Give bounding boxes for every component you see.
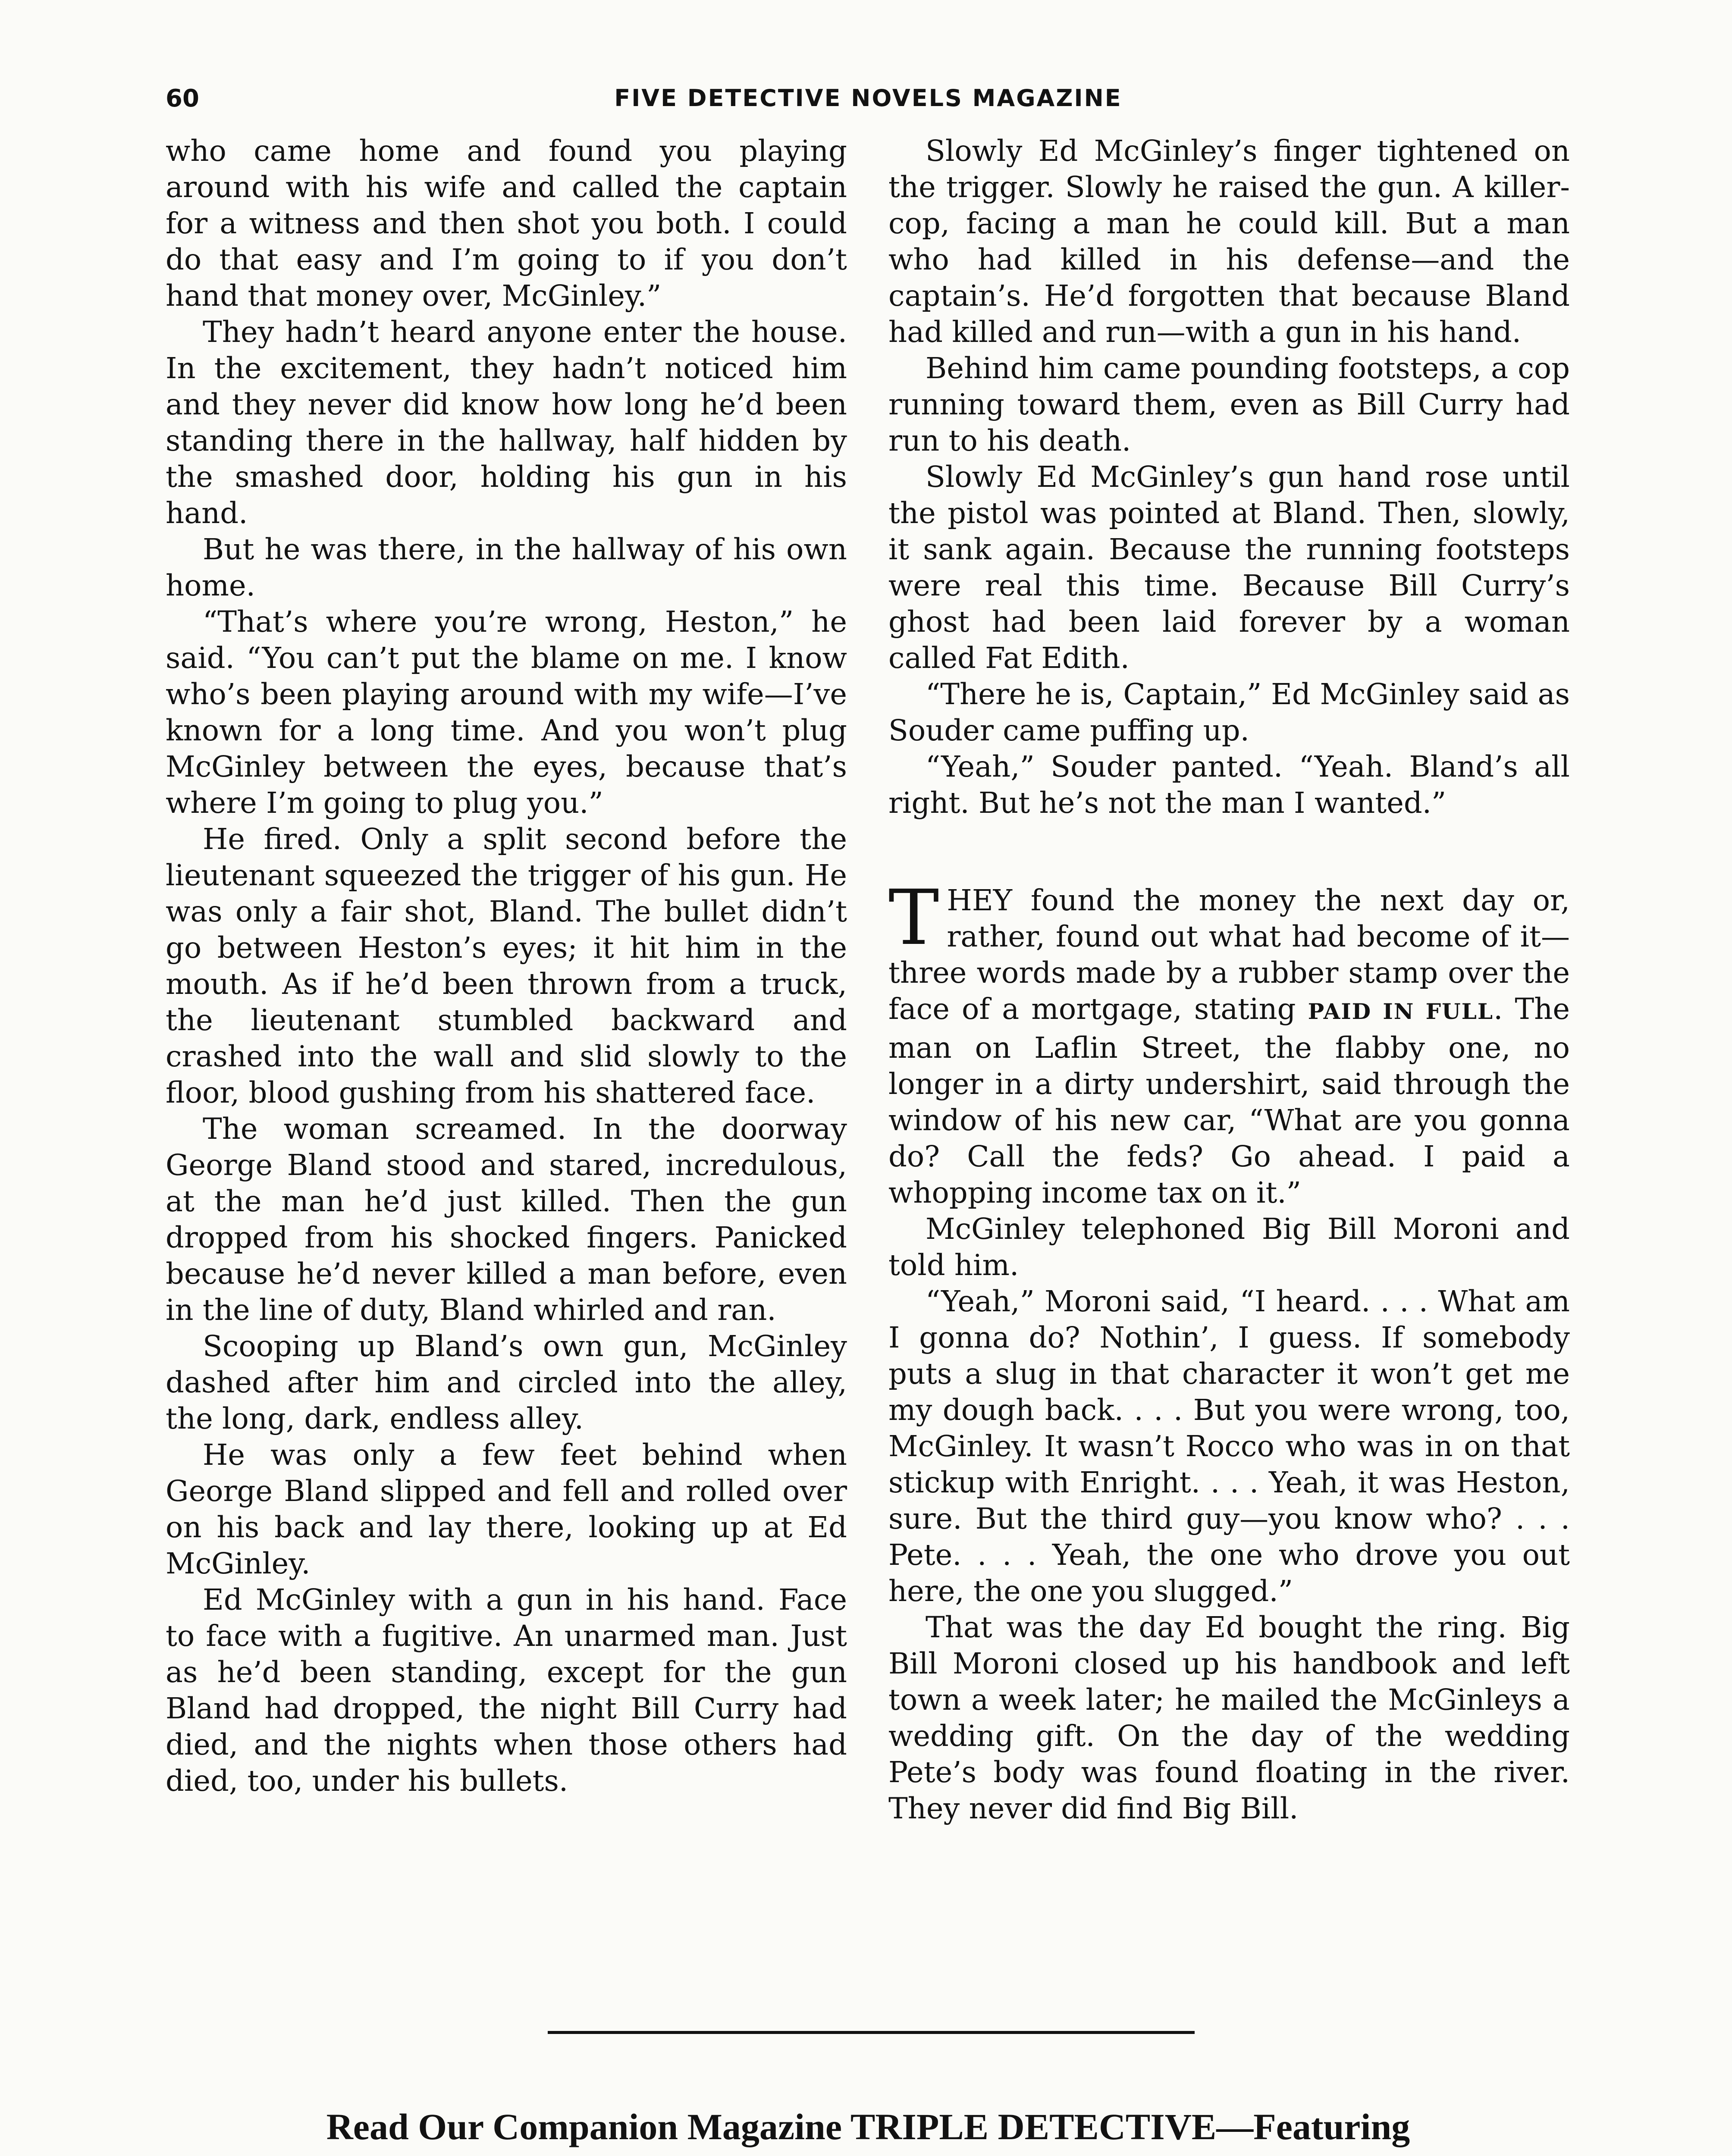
paragraph: Slowly Ed McGinley’s finger tightened on the trigger. Slowly he raised the gun. A killer-cop, facing a man he could kill. But a man who had killed in his defense—and the captain’s. He’d forgotten that because Bland had killed and run—with a gun in his hand. — [888, 134, 1570, 349]
running-title: FIVE DETECTIVE NOVELS MAGAZINE — [614, 85, 1122, 112]
paragraph: “There he is, Captain,” Ed McGinley said as Souder came puffing up. — [888, 677, 1570, 747]
ad-line-1: Read Our Companion Magazine TRIPLE DETECTIVE—Featuring — [326, 2106, 1410, 2147]
page-number: 60 — [166, 85, 199, 113]
paragraph: Slowly Ed McGinley’s gun hand rose until the pistol was pointed at Bland. Then, slowly, it sank again. Because the running footsteps were real this time. Because Bill Curry’s ghost had been laid forever by a woman called Fat Edith. — [888, 460, 1570, 675]
paragraph: “Yeah,” Moroni said, “I heard. . . . What am I gonna do? Nothin’, I guess. If somebody puts a slug in that character it won’t get me my dough back. . . . But you were wrong, too, McGinley. It wasn’t Rocco who was in on that stickup with Enright. . . . Yeah, it was Heston, sure. But the third guy—you know who? . . . Pete. . . . Yeah, the one who drove you out here, the one you slugged.” — [888, 1285, 1570, 1608]
paragraph: Scooping up Bland’s own gun, McGinley dashed after him and circled into the alley, the long, dark, endless alley. — [166, 1329, 847, 1435]
paragraph: “That’s where you’re wrong, Heston,” he said. “You can’t put the blame on me. I know who’s been playing around with my wife—I’ve known for a long time. And you won’t plug McGinley between the eyes, because that’s where I’m going to plug you.” — [166, 605, 847, 820]
divider-rule — [548, 2031, 1195, 2034]
drop-cap: T — [888, 874, 939, 962]
paragraph: Ed McGinley with a gun in his hand. Face to face with a fugitive. An unarmed man. Just as he’d been standing, except for the gun Bland had dropped, the night Bill Curry had died, and the nights when those others had died, too, under his bullets. — [166, 1583, 847, 1798]
paragraph: who came home and found you playing around with his wife and called the captain for a witness and then shot you both. I could do that easy and I’m going to if you don’t hand that money over, McGinley.” — [166, 134, 847, 313]
right-column — [888, 133, 1570, 1827]
paragraph: That was the day Ed bought the ring. Big Bill Moroni closed up his handbook and left town a week later; he mailed the McGinleys a wedding gift. On the day of the wedding Pete’s body was found floating in the river. They never did find Big Bill. — [888, 1611, 1570, 1825]
section-opening-paragraph — [888, 874, 1570, 1211]
left-column — [166, 133, 847, 1799]
paragraph: He fired. Only a split second before the lieutenant squeezed the trigger of his gun. He was only a fair shot, Bland. The bullet didn’t go between Heston’s eyes; it hit him in the mouth. As if he’d been thrown from a truck, the lieutenant stumbled backward and crashed into the wall and slid slowly to the floor, blood gushing from his shattered face. — [166, 822, 847, 1109]
text-run: HEY found the money the next day or, rather, found out what had become of it—three words made by a rubber stamp over the face of a mortgage, stating — [888, 884, 1570, 1026]
paragraph: He was only a few feet behind when George Bland slipped and fell and rolled over on his back and lay there, looking up at Ed McGinley. — [166, 1438, 847, 1580]
page-header — [166, 85, 1571, 123]
text-run: . The man on Laflin Street, the flabby one, no longer in a dirty undershirt, said through the window of his new car, “What are you gonna do? Call the feds? Go ahead. I paid a whopping income tax on it.” — [888, 992, 1570, 1210]
paragraph: The woman screamed. In the doorway George Bland stood and stared, incredulous, at the man he’d just killed. Then the gun dropped from his shocked fingers. Panicked because he’d never killed a man before, even in the line of duty, Bland whirled and ran. — [166, 1112, 847, 1327]
small-caps-phrase: PAID IN FULL — [1308, 999, 1494, 1024]
paragraph: They hadn’t heard anyone enter the house. In the excitement, they hadn’t noticed him and they never did know how long he’d been standing there in the hallway, half hidden by the smashed door, holding his gun in his hand. — [166, 315, 847, 530]
paragraph: But he was there, in the hallway of his own home. — [166, 533, 847, 602]
paragraph: Behind him came pounding footsteps, a cop running toward them, even as Bill Curry had run to his death. — [888, 351, 1570, 458]
paragraph: McGinley telephoned Big Bill Moroni and told him. — [888, 1212, 1570, 1282]
paragraph: “Yeah,” Souder panted. “Yeah. Bland’s all right. But he’s not the man I wanted.” — [888, 750, 1570, 820]
